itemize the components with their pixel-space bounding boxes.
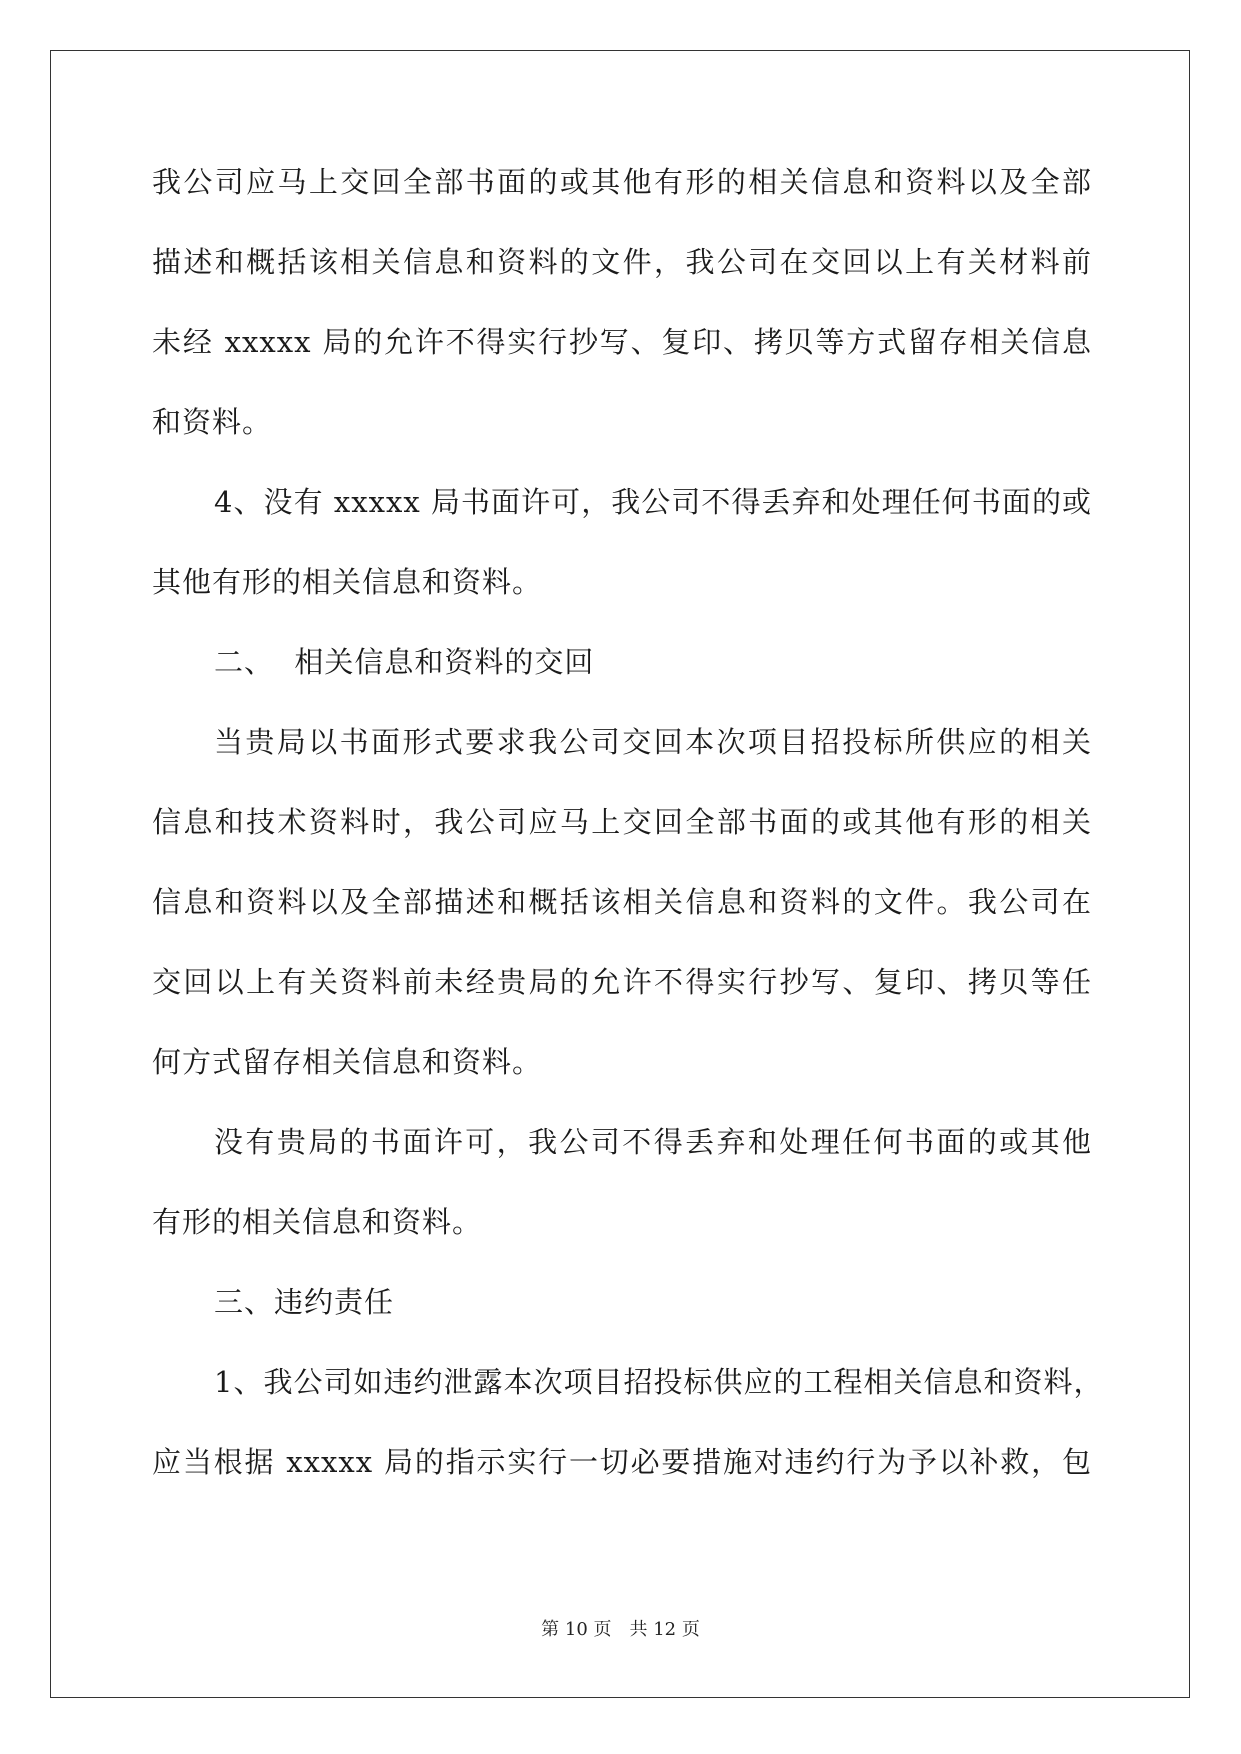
text-line: 1、我公司如违约泄露本次项目招投标供应的工程相关信息和资料， xyxy=(214,1365,1104,1399)
text-line: 4、没有 xxxxx 局书面许可，我公司不得丢弃和处理任何书面的或 xyxy=(214,485,1092,519)
text-line: 应当根据 xxxxx 局的指示实行一切必要措施对违约行为予以补救，包 xyxy=(152,1445,1092,1479)
text-line: 信息和技术资料时，我公司应马上交回全部书面的或其他有形的相关 xyxy=(152,805,1092,839)
page-total: 共 12 页 xyxy=(629,1619,700,1640)
text-line: 信息和资料以及全部描述和概括该相关信息和资料的文件。我公司在 xyxy=(152,885,1092,919)
text-line: 当贵局以书面形式要求我公司交回本次项目招投标所供应的相关 xyxy=(214,725,1092,759)
text-line: 没有贵局的书面许可，我公司不得丢弃和处理任何书面的或其他 xyxy=(214,1125,1092,1159)
text-line: 我公司应马上交回全部书面的或其他有形的相关信息和资料以及全部 xyxy=(152,165,1092,199)
document-body xyxy=(152,162,1104,1522)
page-number: 第 10 页 xyxy=(541,1619,612,1640)
section-heading: 三、违约责任 xyxy=(214,1285,395,1319)
text-line: 未经 xxxxx 局的允许不得实行抄写、复印、拷贝等方式留存相关信息 xyxy=(152,325,1092,359)
text-line: 其他有形的相关信息和资料。 xyxy=(152,565,543,599)
text-line: 何方式留存相关信息和资料。 xyxy=(152,1045,543,1079)
text-line: 描述和概括该相关信息和资料的文件，我公司在交回以上有关材料前 xyxy=(152,245,1092,279)
text-line: 交回以上有关资料前未经贵局的允许不得实行抄写、复印、拷贝等任 xyxy=(152,965,1092,999)
text-line: 和资料。 xyxy=(152,405,273,439)
text-line: 有形的相关信息和资料。 xyxy=(152,1205,483,1239)
section-heading: 二、 相关信息和资料的交回 xyxy=(214,645,595,679)
page-footer xyxy=(0,1618,1241,1642)
